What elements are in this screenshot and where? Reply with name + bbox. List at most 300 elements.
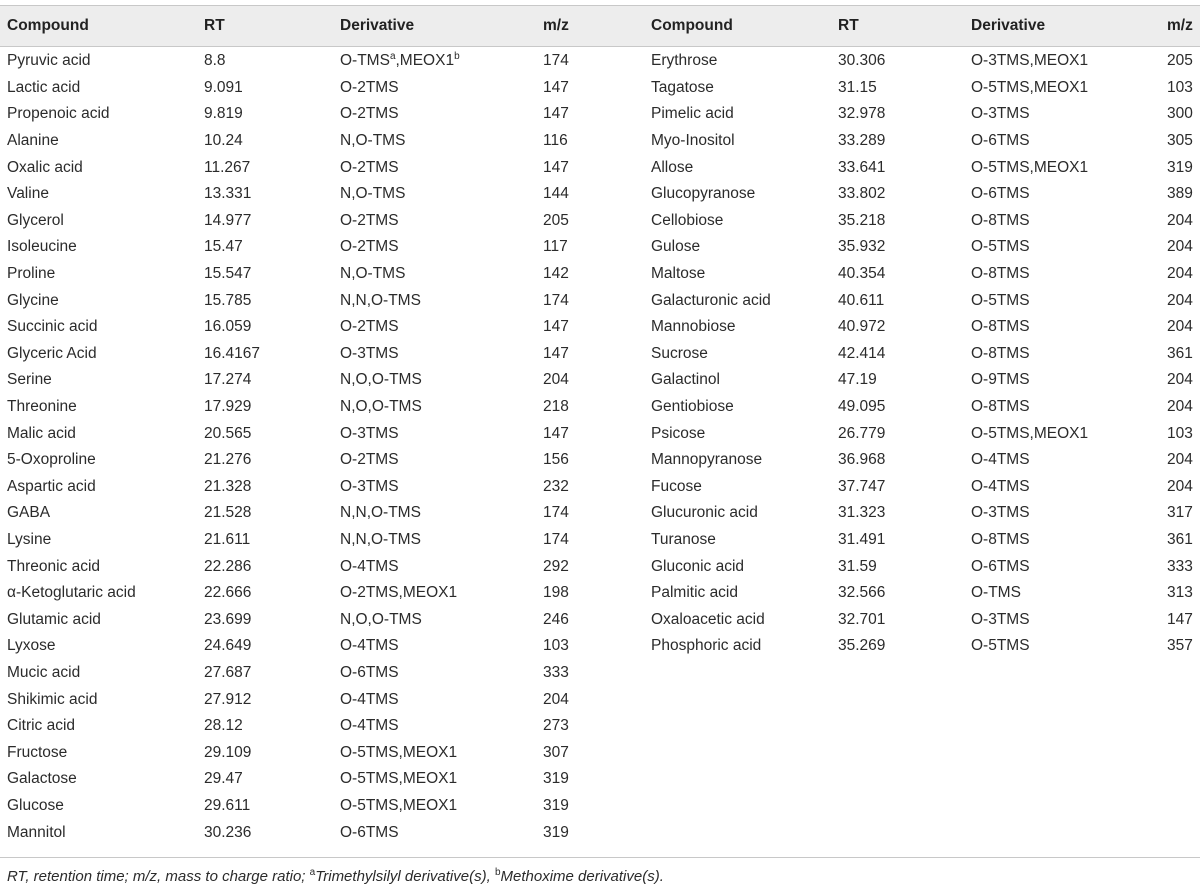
table-bottom-rule bbox=[0, 857, 1200, 858]
derivative-text: O-2TMS bbox=[340, 318, 399, 336]
cell-rt: 36.968 bbox=[838, 451, 886, 469]
cell-rt: 13.331 bbox=[204, 185, 252, 203]
cell-derivative bbox=[971, 606, 1167, 633]
cell-mz: 333 bbox=[543, 663, 569, 681]
table-row bbox=[651, 606, 1200, 633]
cell-compound: Galactinol bbox=[651, 371, 720, 389]
table-row bbox=[651, 287, 1200, 314]
cell-compound: Pyruvic acid bbox=[7, 52, 91, 70]
cell-mz: 232 bbox=[543, 477, 569, 495]
cell-mz: 144 bbox=[543, 185, 569, 203]
cell-rt: 33.802 bbox=[838, 185, 886, 203]
derivative-text: O-5TMS,MEOX1 bbox=[971, 78, 1089, 96]
cell-compound: Propenoic acid bbox=[7, 105, 110, 123]
footnote-marker-a: a bbox=[389, 51, 396, 63]
cell-compound: α-Ketoglutaric acid bbox=[7, 584, 136, 602]
table-row bbox=[651, 474, 1200, 501]
cell-mz: 147 bbox=[543, 158, 569, 176]
derivative-text: O-8TMS bbox=[971, 344, 1030, 362]
cell-compound: Gentiobiose bbox=[651, 398, 734, 416]
cell-rt: 15.785 bbox=[204, 291, 252, 309]
cell-compound: GABA bbox=[7, 504, 51, 522]
cell-derivative bbox=[340, 793, 543, 820]
cell-mz: 147 bbox=[543, 344, 569, 362]
cell-rt: 35.932 bbox=[838, 238, 886, 256]
cell-mz: 103 bbox=[1167, 78, 1193, 96]
derivative-text: O-4TMS bbox=[340, 637, 399, 655]
table-row bbox=[651, 128, 1200, 155]
cell-mz: 116 bbox=[543, 132, 568, 150]
cell-mz: 205 bbox=[543, 211, 569, 229]
cell-rt: 49.095 bbox=[838, 398, 886, 416]
derivative-text: O-4TMS bbox=[340, 690, 399, 708]
table-row bbox=[651, 580, 1200, 607]
derivative-text: O-4TMS bbox=[340, 717, 399, 735]
derivative-text: O-2TMS bbox=[340, 238, 399, 256]
cell-mz: 204 bbox=[1167, 211, 1193, 229]
derivative-text: O-8TMS bbox=[971, 211, 1030, 229]
col-header-compound: Compound bbox=[7, 16, 89, 34]
cell-compound: Palmitic acid bbox=[651, 584, 738, 602]
cell-derivative bbox=[971, 101, 1167, 128]
cell-compound: Aspartic acid bbox=[7, 477, 96, 495]
derivative-text: N,N,O-TMS bbox=[340, 504, 421, 522]
cell-rt: 30.306 bbox=[838, 52, 886, 70]
derivative-text: O-2TMS bbox=[340, 451, 399, 469]
cell-mz: 319 bbox=[1167, 158, 1193, 176]
cell-compound: 5-Oxoproline bbox=[7, 451, 96, 469]
cell-derivative bbox=[340, 447, 543, 474]
footnote-marker-b: b bbox=[454, 51, 460, 63]
cell-compound: Succinic acid bbox=[7, 318, 98, 336]
derivative-text: O-3TMS bbox=[340, 424, 399, 442]
cell-derivative bbox=[340, 394, 543, 421]
table-row bbox=[651, 181, 1200, 208]
cell-derivative bbox=[340, 766, 543, 793]
cell-rt: 14.977 bbox=[204, 211, 252, 229]
derivative-text: O-5TMS,MEOX1 bbox=[340, 796, 458, 814]
cell-derivative bbox=[340, 181, 543, 208]
cell-rt: 21.528 bbox=[204, 504, 252, 522]
cell-derivative bbox=[340, 606, 543, 633]
cell-derivative bbox=[971, 367, 1167, 394]
derivative-text: O-6TMS bbox=[340, 823, 399, 841]
cell-derivative bbox=[340, 261, 543, 288]
cell-compound: Malic acid bbox=[7, 424, 76, 442]
cell-derivative bbox=[340, 474, 543, 501]
cell-compound: Gluconic acid bbox=[651, 557, 745, 575]
cell-derivative bbox=[971, 154, 1167, 181]
cell-rt: 22.666 bbox=[204, 584, 252, 602]
cell-derivative bbox=[340, 553, 543, 580]
footnote-b-text: Methoxime derivative(s). bbox=[500, 868, 664, 885]
table-row bbox=[651, 101, 1200, 128]
cell-compound: Cellobiose bbox=[651, 211, 724, 229]
cell-rt: 15.47 bbox=[204, 238, 243, 256]
table-row bbox=[651, 394, 1200, 421]
table-row bbox=[651, 367, 1200, 394]
table-row bbox=[7, 739, 1200, 766]
derivative-text: N,O-TMS bbox=[340, 132, 406, 150]
cell-compound: Mannopyranose bbox=[651, 451, 763, 469]
cell-derivative bbox=[971, 341, 1167, 368]
table-row bbox=[651, 420, 1200, 447]
cell-rt: 11.267 bbox=[204, 158, 251, 176]
cell-derivative bbox=[971, 474, 1167, 501]
cell-mz: 361 bbox=[1167, 530, 1193, 548]
cell-rt: 29.611 bbox=[204, 796, 251, 814]
cell-rt: 17.274 bbox=[204, 371, 252, 389]
cell-mz: 117 bbox=[543, 238, 568, 256]
cell-mz: 198 bbox=[543, 584, 569, 602]
cell-mz: 307 bbox=[543, 743, 569, 761]
cell-rt: 35.269 bbox=[838, 637, 886, 655]
cell-rt: 24.649 bbox=[204, 637, 252, 655]
cell-rt: 22.286 bbox=[204, 557, 252, 575]
cell-derivative bbox=[340, 314, 543, 341]
cell-rt: 32.978 bbox=[838, 105, 886, 123]
cell-rt: 40.354 bbox=[838, 265, 886, 283]
cell-rt: 31.491 bbox=[838, 530, 886, 548]
table-row bbox=[7, 660, 1200, 687]
table-row bbox=[651, 154, 1200, 181]
col-header-rt: RT bbox=[838, 16, 859, 34]
derivative-text: O-8TMS bbox=[971, 265, 1030, 283]
table-row bbox=[651, 314, 1200, 341]
cell-mz: 204 bbox=[1167, 477, 1193, 495]
derivative-text: O-9TMS bbox=[971, 371, 1030, 389]
cell-rt: 32.566 bbox=[838, 584, 886, 602]
cell-derivative bbox=[971, 208, 1167, 235]
cell-derivative bbox=[971, 527, 1167, 554]
cell-derivative bbox=[340, 75, 543, 102]
cell-derivative bbox=[340, 46, 543, 75]
cell-derivative bbox=[971, 580, 1167, 607]
col-header-mz: m/z bbox=[543, 16, 569, 34]
cell-rt: 30.236 bbox=[204, 823, 252, 841]
cell-mz: 313 bbox=[1167, 584, 1193, 602]
table-row bbox=[651, 46, 1200, 75]
cell-compound: Gulose bbox=[651, 238, 701, 256]
table-row bbox=[651, 447, 1200, 474]
col-header-rt: RT bbox=[204, 16, 225, 34]
cell-mz: 147 bbox=[543, 318, 569, 336]
cell-compound: Mannobiose bbox=[651, 318, 736, 336]
cell-compound: Lysine bbox=[7, 530, 52, 548]
cell-compound: Isoleucine bbox=[7, 238, 77, 256]
cell-compound: Lyxose bbox=[7, 637, 56, 655]
cell-rt: 9.091 bbox=[204, 78, 243, 96]
derivative-text: O-3TMS bbox=[971, 610, 1030, 628]
cell-derivative bbox=[340, 580, 543, 607]
right-table bbox=[651, 5, 1200, 660]
cell-derivative bbox=[971, 261, 1167, 288]
cell-derivative bbox=[340, 713, 543, 740]
cell-mz: 174 bbox=[543, 504, 569, 522]
cell-rt: 27.912 bbox=[204, 690, 252, 708]
cell-mz: 103 bbox=[543, 637, 569, 655]
cell-mz: 292 bbox=[543, 557, 569, 575]
derivative-text: O-8TMS bbox=[971, 530, 1030, 548]
table-row bbox=[651, 553, 1200, 580]
derivative-text: N,O-TMS bbox=[340, 265, 406, 283]
cell-mz: 305 bbox=[1167, 132, 1193, 150]
table-row bbox=[7, 686, 1200, 713]
cell-mz: 317 bbox=[1167, 504, 1193, 522]
cell-mz: 174 bbox=[543, 52, 569, 70]
cell-rt: 29.109 bbox=[204, 743, 252, 761]
cell-derivative bbox=[971, 75, 1167, 102]
cell-compound: Valine bbox=[7, 185, 49, 203]
cell-compound: Maltose bbox=[651, 265, 706, 283]
cell-mz: 147 bbox=[543, 78, 569, 96]
cell-mz: 204 bbox=[1167, 238, 1193, 256]
col-header-derivative: Derivative bbox=[340, 16, 415, 34]
cell-rt: 40.611 bbox=[838, 291, 885, 309]
cell-mz: 389 bbox=[1167, 185, 1193, 203]
derivative-text: O-3TMS bbox=[971, 504, 1030, 522]
cell-derivative bbox=[340, 739, 543, 766]
cell-rt: 31.15 bbox=[838, 78, 877, 96]
cell-compound: Alanine bbox=[7, 132, 59, 150]
cell-mz: 218 bbox=[543, 398, 569, 416]
cell-compound: Oxaloacetic acid bbox=[651, 610, 765, 628]
cell-derivative bbox=[971, 181, 1167, 208]
derivative-text: O-2TMS bbox=[340, 158, 399, 176]
cell-compound: Phosphoric acid bbox=[651, 637, 762, 655]
cell-compound: Mucic acid bbox=[7, 663, 81, 681]
cell-rt: 33.289 bbox=[838, 132, 886, 150]
cell-compound: Glutamic acid bbox=[7, 610, 101, 628]
cell-rt: 29.47 bbox=[204, 770, 243, 788]
cell-mz: 333 bbox=[1167, 557, 1193, 575]
derivative-text: O-8TMS bbox=[971, 318, 1030, 336]
derivative-text: O-2TMS bbox=[340, 105, 399, 123]
derivative-text: O-5TMS,MEOX1 bbox=[971, 424, 1089, 442]
cell-compound: Galactose bbox=[7, 770, 77, 788]
cell-derivative bbox=[340, 660, 543, 687]
cell-rt: 21.611 bbox=[204, 530, 251, 548]
col-header-derivative: Derivative bbox=[971, 16, 1046, 34]
cell-mz: 204 bbox=[1167, 451, 1193, 469]
cell-derivative bbox=[340, 633, 543, 660]
table-row bbox=[7, 766, 1200, 793]
cell-mz: 142 bbox=[543, 265, 569, 283]
cell-compound: Mannitol bbox=[7, 823, 66, 841]
cell-derivative bbox=[971, 287, 1167, 314]
derivative-text: O-TMS bbox=[971, 584, 1021, 602]
cell-mz: 300 bbox=[1167, 105, 1193, 123]
cell-mz: 156 bbox=[543, 451, 569, 469]
table-row bbox=[651, 527, 1200, 554]
cell-compound: Pimelic acid bbox=[651, 105, 734, 123]
cell-mz: 103 bbox=[1167, 424, 1193, 442]
cell-compound: Shikimic acid bbox=[7, 690, 98, 708]
cell-rt: 15.547 bbox=[204, 265, 252, 283]
table-row bbox=[651, 75, 1200, 102]
cell-mz: 204 bbox=[1167, 318, 1193, 336]
derivative-text: O-6TMS bbox=[340, 663, 399, 681]
cell-compound: Sucrose bbox=[651, 344, 708, 362]
cell-rt: 23.699 bbox=[204, 610, 252, 628]
derivative-text: O-2TMS,MEOX1 bbox=[340, 584, 458, 602]
cell-derivative bbox=[340, 341, 543, 368]
right-table-body bbox=[651, 46, 1200, 660]
cell-compound: Threonine bbox=[7, 398, 77, 416]
derivative-text: O-5TMS,MEOX1 bbox=[971, 158, 1089, 176]
cell-mz: 204 bbox=[1167, 371, 1193, 389]
derivative-text: O-6TMS bbox=[971, 557, 1030, 575]
cell-compound: Galacturonic acid bbox=[651, 291, 771, 309]
cell-rt: 10.24 bbox=[204, 132, 243, 150]
col-header-mz: m/z bbox=[1167, 16, 1193, 34]
cell-rt: 9.819 bbox=[204, 105, 243, 123]
table-row bbox=[651, 234, 1200, 261]
cell-derivative bbox=[340, 101, 543, 128]
derivative-text: O-6TMS bbox=[971, 185, 1030, 203]
table-row bbox=[7, 819, 1200, 846]
table-row bbox=[7, 793, 1200, 820]
cell-rt: 42.414 bbox=[838, 344, 886, 362]
cell-compound: Glycine bbox=[7, 291, 59, 309]
derivative-text: O-2TMS bbox=[340, 211, 399, 229]
cell-mz: 174 bbox=[543, 530, 569, 548]
cell-compound: Glyceric Acid bbox=[7, 344, 97, 362]
footnote-main: RT, retention time; m/z, mass to charge ratio; bbox=[7, 868, 310, 885]
cell-mz: 147 bbox=[543, 424, 569, 442]
cell-derivative bbox=[971, 128, 1167, 155]
cell-compound: Oxalic acid bbox=[7, 158, 83, 176]
col-header-compound: Compound bbox=[651, 16, 733, 34]
cell-mz: 319 bbox=[543, 770, 569, 788]
derivative-text: O-3TMS bbox=[340, 477, 399, 495]
cell-rt: 32.701 bbox=[838, 610, 886, 628]
cell-mz: 147 bbox=[1167, 610, 1193, 628]
cell-rt: 8.8 bbox=[204, 52, 226, 70]
derivative-text: O-6TMS bbox=[971, 132, 1030, 150]
cell-derivative bbox=[340, 208, 543, 235]
cell-compound: Psicose bbox=[651, 424, 706, 442]
cell-mz: 147 bbox=[543, 105, 569, 123]
derivative-text: N,N,O-TMS bbox=[340, 530, 421, 548]
table-footnote bbox=[7, 868, 664, 885]
cell-derivative bbox=[971, 633, 1167, 660]
cell-derivative bbox=[340, 686, 543, 713]
cell-derivative bbox=[340, 420, 543, 447]
table-row bbox=[651, 633, 1200, 660]
table-row bbox=[7, 713, 1200, 740]
cell-rt: 35.218 bbox=[838, 211, 886, 229]
derivative-text: O-3TMS bbox=[971, 105, 1030, 123]
cell-mz: 361 bbox=[1167, 344, 1193, 362]
derivative-text: O-3TMS bbox=[340, 344, 399, 362]
cell-derivative bbox=[340, 234, 543, 261]
cell-compound: Glucuronic acid bbox=[651, 504, 758, 522]
derivative-text: O-3TMS,MEOX1 bbox=[971, 52, 1089, 70]
cell-mz: 246 bbox=[543, 610, 569, 628]
cell-mz: 319 bbox=[543, 796, 569, 814]
cell-compound: Citric acid bbox=[7, 717, 76, 735]
footnote-sup-b: b bbox=[494, 867, 501, 878]
derivative-text: O-5TMS,MEOX1 bbox=[340, 743, 458, 761]
cell-rt: 31.323 bbox=[838, 504, 886, 522]
derivative-text: O-5TMS,MEOX1 bbox=[340, 770, 458, 788]
derivative-text: O-4TMS bbox=[340, 557, 399, 575]
right-header-row bbox=[651, 5, 1200, 46]
cell-rt: 26.779 bbox=[838, 424, 886, 442]
cell-mz: 204 bbox=[1167, 291, 1193, 309]
table-row bbox=[651, 208, 1200, 235]
cell-derivative bbox=[971, 500, 1167, 527]
cell-derivative bbox=[340, 128, 543, 155]
cell-mz: 204 bbox=[1167, 265, 1193, 283]
derivative-text: O-5TMS bbox=[971, 637, 1030, 655]
cell-derivative bbox=[971, 314, 1167, 341]
table-row bbox=[651, 500, 1200, 527]
cell-mz: 319 bbox=[543, 823, 569, 841]
cell-derivative bbox=[971, 447, 1167, 474]
cell-mz: 204 bbox=[543, 371, 569, 389]
cell-compound: Threonic acid bbox=[7, 557, 101, 575]
derivative-text: N,O-TMS bbox=[340, 185, 406, 203]
cell-mz: 273 bbox=[543, 717, 569, 735]
cell-rt: 28.12 bbox=[204, 717, 243, 735]
derivative-text: O-TMS bbox=[340, 52, 390, 70]
cell-mz: 205 bbox=[1167, 52, 1193, 70]
cell-rt: 21.328 bbox=[204, 477, 252, 495]
cell-mz: 204 bbox=[543, 690, 569, 708]
cell-derivative bbox=[340, 819, 543, 846]
cell-compound: Turanose bbox=[651, 530, 716, 548]
derivative-text: N,O,O-TMS bbox=[340, 398, 422, 416]
cell-derivative bbox=[340, 154, 543, 181]
cell-compound: Glucose bbox=[7, 796, 64, 814]
cell-derivative bbox=[971, 420, 1167, 447]
derivative-text: N,O,O-TMS bbox=[340, 610, 422, 628]
derivative-text: O-8TMS bbox=[971, 398, 1030, 416]
cell-rt: 37.747 bbox=[838, 477, 886, 495]
cell-rt: 31.59 bbox=[838, 557, 877, 575]
cell-compound: Lactic acid bbox=[7, 78, 81, 96]
cell-mz: 204 bbox=[1167, 398, 1193, 416]
derivative-text: N,N,O-TMS bbox=[340, 291, 421, 309]
cell-rt: 27.687 bbox=[204, 663, 252, 681]
cell-rt: 47.19 bbox=[838, 371, 877, 389]
cell-compound: Fucose bbox=[651, 477, 702, 495]
cell-compound: Serine bbox=[7, 371, 52, 389]
cell-rt: 17.929 bbox=[204, 398, 252, 416]
derivative-text: O-4TMS bbox=[971, 477, 1030, 495]
cell-rt: 16.059 bbox=[204, 318, 252, 336]
table-row bbox=[651, 341, 1200, 368]
derivative-text: O-4TMS bbox=[971, 451, 1030, 469]
cell-compound: Myo-Inositol bbox=[651, 132, 735, 150]
cell-mz: 174 bbox=[543, 291, 569, 309]
cell-rt: 21.276 bbox=[204, 451, 252, 469]
derivative-text: N,O,O-TMS bbox=[340, 371, 422, 389]
derivative-text: O-5TMS bbox=[971, 238, 1030, 256]
cell-rt: 20.565 bbox=[204, 424, 252, 442]
cell-derivative bbox=[971, 46, 1167, 75]
cell-derivative bbox=[340, 500, 543, 527]
cell-compound: Glycerol bbox=[7, 211, 64, 229]
cell-derivative bbox=[971, 234, 1167, 261]
cell-derivative bbox=[340, 367, 543, 394]
cell-compound: Proline bbox=[7, 265, 56, 283]
footnote-a-text: Trimethylsilyl derivative(s), bbox=[315, 868, 495, 885]
cell-derivative bbox=[971, 394, 1167, 421]
cell-derivative bbox=[340, 527, 543, 554]
